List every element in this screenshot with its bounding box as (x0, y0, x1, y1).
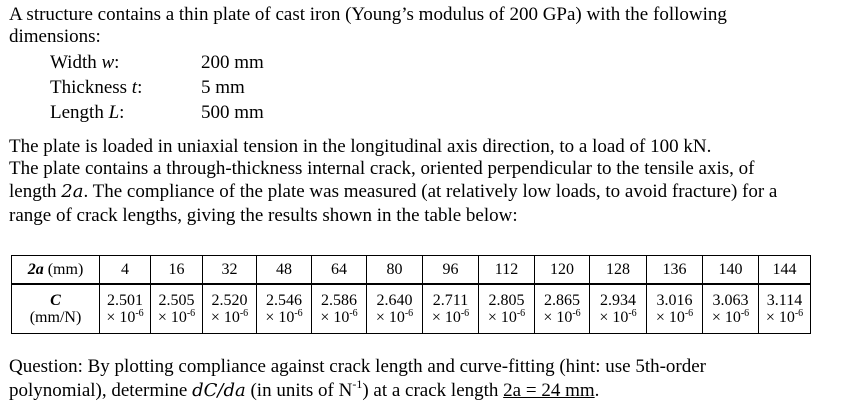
compliance-cell: 3.114 × $10^{-6}$ (759, 284, 811, 334)
dimension-width-label: Width w: (50, 52, 120, 73)
crack-length-cell: 80 (367, 256, 423, 285)
crack-length-row (12, 256, 811, 285)
dimension-length-label: Length L: (50, 102, 125, 123)
question-line-1: Question: By plotting compliance against crack length and curve-fitting (hint: use 5th-order (9, 356, 707, 377)
compliance-header: C (mm/N) (12, 284, 100, 334)
paragraph-line-4: range of crack lengths, giving the results shown in the table below: (9, 205, 518, 226)
crack-length-cell: 32 (203, 256, 257, 285)
crack-length-cell: 144 (759, 256, 811, 285)
intro-line-1: A structure contains a thin plate of cast iron (Young’s modulus of 200 GPa) with the following (9, 4, 727, 25)
paragraph-line-3: length 2a. The compliance of the plate was measured (at relatively low loads, to avoid fracture) for a (9, 181, 778, 202)
crack-length-cell: 128 (590, 256, 647, 285)
compliance-cell: 2.520 × $10^{-6}$ (203, 284, 257, 334)
crack-length-cell: 112 (479, 256, 535, 285)
crack-length-cell: 4 (100, 256, 151, 285)
compliance-cell: 2.711 × $10^{-6}$ (423, 284, 479, 334)
paragraph-line-2: The plate contains a through-thickness internal crack, oriented perpendicular to the tensile axis, of (9, 158, 755, 179)
compliance-row (12, 284, 811, 334)
target-crack-length: 2a = 24 mm (503, 380, 595, 401)
compliance-cell: 2.505 × $10^{-6}$ (151, 284, 203, 334)
compliance-cell: 2.934 × $10^{-6}$ (590, 284, 647, 334)
crack-length-cell: 96 (423, 256, 479, 285)
question-line-2: polynomial), determine dC/da (in units of $N^{-1}$) at a crack length 2a = 24 mm. (9, 377, 600, 401)
crack-length-cell: 140 (703, 256, 759, 285)
dimension-thickness-label: Thickness t: (50, 77, 143, 98)
compliance-cell: 3.063 × $10^{-6}$ (703, 284, 759, 334)
crack-length-cell: 48 (257, 256, 312, 285)
compliance-cell: 2.546 × $10^{-6}$ (257, 284, 312, 334)
crack-length-cell: 136 (647, 256, 703, 285)
crack-length-cell: 64 (312, 256, 367, 285)
dimension-length-value: 500 mm (201, 102, 264, 123)
compliance-table (11, 255, 811, 334)
compliance-cell: 2.865 × $10^{-6}$ (535, 284, 590, 334)
compliance-cell: 3.016 × $10^{-6}$ (647, 284, 703, 334)
compliance-cell: 2.586 × $10^{-6}$ (312, 284, 367, 334)
crack-length-cell: 16 (151, 256, 203, 285)
compliance-cell: 2.805 × $10^{-6}$ (479, 284, 535, 334)
crack-length-cell: 120 (535, 256, 590, 285)
paragraph-line-1: The plate is loaded in uniaxial tension in the longitudinal axis direction, to a load of 100 kN. (9, 136, 712, 157)
intro-line-2: dimensions: (9, 26, 101, 47)
compliance-cell: 2.640 × $10^{-6}$ (367, 284, 423, 334)
crack-length-header: 2a (mm) (12, 256, 100, 285)
dimension-width-value: 200 mm (201, 52, 264, 73)
compliance-cell: 2.501 × $10^{-6}$ (100, 284, 151, 334)
dimension-thickness-value: 5 mm (201, 77, 245, 98)
